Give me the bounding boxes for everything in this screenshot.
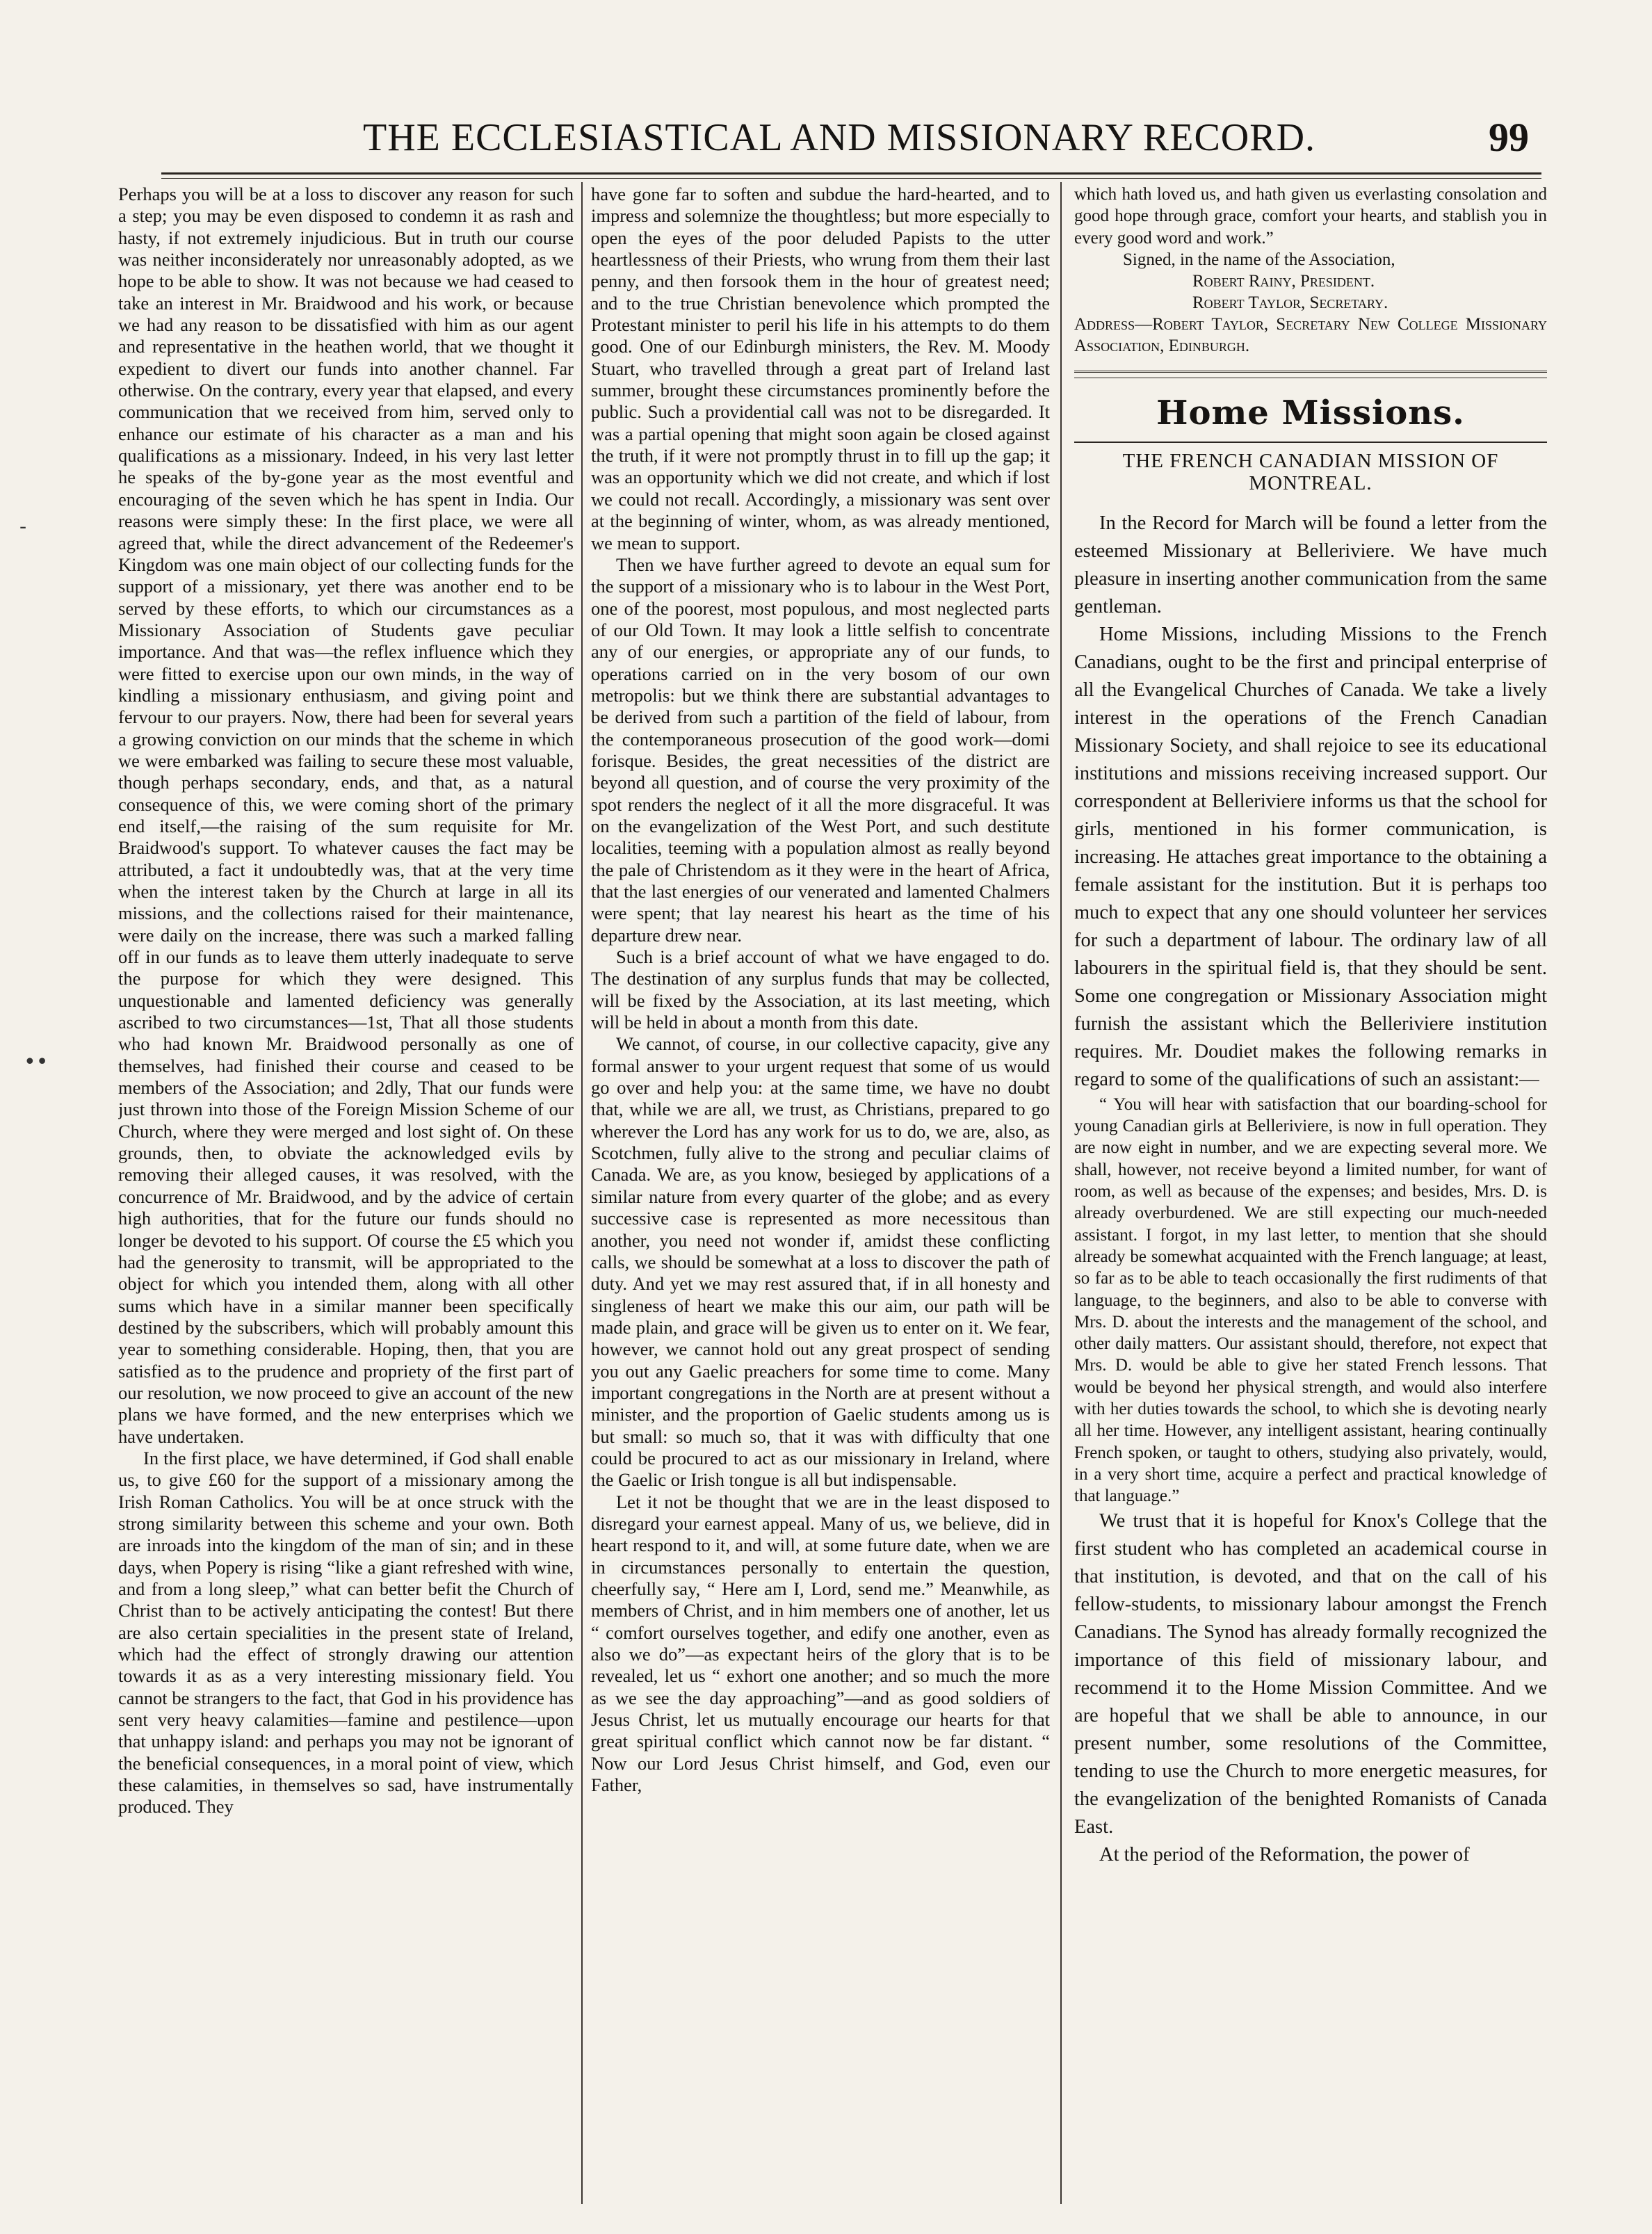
signature-president: Robert Rainy, President. (1192, 271, 1375, 291)
article-paragraph: Home Missions, including Missions to the French Canadians, ought to be the first and principal enterprise of all the Evangelical Churches of Canada. We take a lively interest in the operations of the French Canadian Missionary Society, and shall rejoice to see its educational institutions and missions receiving increased support. Our correspondent at Belleriviere informs us that the school for girls, mentioned in his former communication, is increasing. He attaches great importance to the obtaining a female assistant for the institution. But it is perhaps too much to expect that any one should volunteer her services for such a department of labour. The ordinary law of all labourers in the spiritual field is, that they should be sent. Some one congregation or Missionary Association might furnish the assistant which the Belleriviere institution requires. Mr. Doudiet makes the following remarks in regard to some of the qualifications of such an assistant:— (1074, 623, 1547, 1090)
article-paragraph: We trust that it is hopeful for Knox's College that the first student who has completed an academical course in that institution, is devoted, and that on the call of his fellow-students, to missionary labour amongst the French Canadians. The Synod has already formally recognized the importance of this field of missionary labour, and recommend it to the Home Mission Committee. And we are hopeful that we shall be able to announce, in our present number, some resolutions of the Committee, tending to use the Church to more energetic measures, for the evangelization of the benighted Romanists of Canada East. (1074, 1509, 1547, 1838)
column-2-paragraph: Such is a brief account of what we have engaged to do. The destination of any surplus funds that may be collected, will be fixed by the Association, at its last meeting, which will be held in about a month from this date. (591, 946, 1050, 1033)
journal-title: THE ECCLESIASTICAL AND MISSIONARY RECORD. (363, 116, 1316, 159)
page-number: 99 (1489, 115, 1529, 160)
column-divider-2 (1060, 182, 1062, 2204)
article-paragraph: At the period of the Reformation, the power of (1099, 1843, 1470, 1865)
quoted-letter: “ You will hear with satisfaction that our boarding-school for young Canadian girls at Belleriviere, is now in full operation. They are now eight in number, and we are expecting several more. We shall, however, not receive beyond a limited number, for want of room, as well as because of the expenses; and besides, Mrs. D. is already overburdened. We are still expecting our much-needed assistant. I forgot, in my last letter, to mention that she should already be somewhat acquainted with the French language; at least, so far as to be able to teach occasionally the first rudiments of that language, to the beginners, and also to be able to converse with Mrs. D. about the interests and the management of the school, and other daily matters. Our assistant should, therefore, not expect that Mrs. D. would be able to give her stated French lessons. That would be beyond her physical strength, and would also interfere with her duties towards the school, to which she is devoting nearly all her time. However, any intelligent assistant, hearing continually French spoken, or taught to others, studying also privately, would, in a very short time, acquire a perfect and practical knowledge of that language.” (1074, 1094, 1547, 1506)
column-2-paragraph: have gone far to soften and subdue the hard-hearted, and to impress and solemnize the thoughtless; but more especially to open the eyes of the poor deluded Papists to the utter heartlessness of their Priests, who wrung from them their last penny, and then forsook them in the hour of greatest need; and to the true Christian benevolence which prompted the Protestant minister to peril his life in his attempts to do them good. One of our Edinburgh ministers, the Rev. M. Moody Stuart, who travelled through a great part of Ireland last summer, brought these circumstances prominently before the public. Such a providential call was not to be disregarded. It was a partial opening that might soon again be closed against the truth, if it were not promptly thrust in to fill up the gap; it was an opportunity which we did not create, and which if lost we could not recall. Accordingly, a missionary was sent over at the beginning of winter, whom, as was already mentioned, we mean to support. (591, 184, 1050, 553)
column-divider-1 (581, 182, 583, 2204)
letter-closing: which hath loved us, and hath given us everlasting consolation and good hope through grace, comfort your hearts, and stablish you in every good word and work.” (1074, 185, 1547, 248)
article-subheading: THE FRENCH CANADIAN MISSION OF MONTREAL. (1122, 449, 1499, 494)
header-rule (161, 172, 1541, 175)
address-line: Address—Robert Taylor, Secretary New College Missionary Association, Edinburgh. (1074, 314, 1547, 355)
column-2 (591, 184, 1050, 2203)
header-rule-thin (161, 178, 1541, 179)
margin-mark: •• (24, 1050, 49, 1074)
column-1-paragraph: Perhaps you will be at a loss to discover any reason for such a step; you may be even disposed to condemn it as rash and hasty, if not extremely injudicious. But in truth our course was neither inconsiderately nor unreasonably adopted, as we hope to be able to show. It was not because we had ceased to take an interest in Mr. Braidwood and his work, or because we had any reason to be dissatisfied with him as our agent and representative in the heathen world, that we thought it expedient to divert our funds into another channel. Far otherwise. On the contrary, every year that elapsed, and every communication that we received from him, served only to enhance our estimate of his character as a man and his qualifications as a missionary. Indeed, in his very last letter he speaks of the by-gone year as the most eventful and encouraging of the seven which he has spent in India. Our reasons were simply these: In the first place, we were all agreed that, while the direct advancement of the Redeemer's Kingdom was one main object of our collecting funds for the support of a missionary, yet there was another end to be served by these efforts, to which our circumstances as a Missionary Association of Students gave peculiar importance. And that was—the reflex influence which they were fitted to exercise upon our own minds, in the way of kindling a missionary enthusiasm, and giving point and fervour to our prayers. Now, there had been for several years a growing conviction on our minds that the scheme in which we were embarked was failing to secure these most valuable, though perhaps secondary, ends, and that, as a natural consequence of this, we were coming short of the primary end itself,—the raising of the sum requisite for Mr. Braidwood's support. To whatever causes the fact may be attributed, a fact it undoubtedly was, that at the very time when the interest taken by the Church at large in all its missions, and the collections raised for their maintenance, were daily on the increase, there was such a marked falling off in our funds as to leave them utterly inadequate to serve the purpose for which they were designed. This unquestionable and lamented deficiency was generally ascribed to two circumstances—1st, That all those students who had known Mr. Braidwood personally as one of themselves, had finished their course and ceased to be members of the Association; and 2dly, That our funds were just thrown into those of the Foreign Mission Scheme of our Church, where they were merged and lost sight of. On these grounds, then, to obviate the acknowledged evils by removing their alleged causes, it was resolved, with the concurrence of Mr. Braidwood, and by the advice of certain high authorities, that for the future our funds should no longer be devoted to his support. Of course the £5 which you had the generosity to transmit, will be appropriated to the object for which you intended them, along with all other sums which have in a similar manner been specifically destined by the subscribers, which will probably amount this year to something considerable. Hoping, then, that you are satisfied as to the prudence and propriety of the first part of our resolution, we now proceed to give an account of the new plans we have formed, and the new enterprises which we have undertaken. (118, 184, 574, 1447)
section-ornament-rule (1074, 364, 1547, 387)
signature-secretary: Robert Taylor, Secretary. (1192, 293, 1388, 312)
running-header (161, 111, 1541, 167)
column-1 (118, 184, 574, 2203)
margin-mark: - (19, 515, 27, 539)
section-heading: Home Missions. (1156, 393, 1465, 432)
column-2-paragraph: We cannot, of course, in our collective capacity, give any formal answer to your urgent request that some of us would go over and help you: at the same time, we have no doubt that, while we are all, we trust, as Christians, prepared to go wherever the Lord has any work for us to do, we are, also, as Scotchmen, fully alive to the strong and peculiar claims of Canada. We are, as you know, besieged by applications of a similar nature from every quarter of the globe; and as every successive case is represented as more necessitous than another, you need not wonder if, amidst these conflicting calls, we should be somewhat at a loss to discover the path of duty. And yet we may rest assured that, if in all honesty and singleness of heart we make this our aim, our path will be made plain, and grace will be given us to enter on it. We fear, however, we cannot hold out any great prospect of sending you out any Gaelic preachers for some time to come. Many important congregations in the North are at present without a minister, and the proportion of Gaelic students among us is but small: so much so, that it was with difficulty that one could be procured to act as our missionary in Ireland, where the Gaelic or Irish tongue is all but indispensable. (591, 1033, 1050, 1491)
article-paragraph: In the Record for March will be found a letter from the esteemed Missionary at Belleriviere. We have much pleasure in inserting another communication from the same gentleman. (1074, 512, 1547, 617)
signature-line: Signed, in the name of the Association, (1123, 250, 1395, 269)
column-2-paragraph: Then we have further agreed to devote an equal sum for the support of a missionary who is to labour in the West Port, one of the poorest, most populous, and most neglected parts of our Old Town. It may look a little selfish to concentrate any of our energies, or appropriate any of our funds, to operations carried on in the very bosom of our own metropolis: but we think there are substantial advantages to be derived from such a partition of the field of labour, from the contemporaneous prosecution of the good work—domi forisque. Besides, the great necessities of the district are beyond all question, and of course the very proximity of the spot renders the neglect of it all the more disgraceful. It was on the evangelization of the West Port, and such destitute localities, teeming with a population almost as really beyond the pale of Christendom as it they were in the heart of Africa, that the last energies of our venerated and lamented Chalmers were spent; that lay nearest his heart as the time of his departure drew near. (591, 553, 1050, 946)
column-1-paragraph: In the first place, we have determined, if God shall enable us, to give £60 for the support of a missionary among the Irish Roman Catholics. You will be at once struck with the strong similarity between this scheme and your own. Both are inroads into the kingdom of the man of sin; and in these days, when Popery is rising “like a giant refreshed with wine, and from a long sleep,” what can better befit the Church of Christ than to be actively anticipating the contest! But there are also certain specialities in the present state of Ireland, which had the effect of strongly drawing our attention towards it as as a very interesting missionary field. You cannot be strangers to the fact, that God in his providence has sent very heavy calamities—famine and pestilence—upon that unhappy island: and perhaps you may not be ignorant of the beneficial consequences, in a moral point of view, which these calamities, in themselves so sad, have instrumentally produced. They (118, 1447, 574, 1818)
section-rule (1074, 442, 1547, 443)
column-3 (1074, 184, 1547, 2203)
column-2-paragraph: Let it not be thought that we are in the least disposed to disregard your earnest appeal. Many of us, we believe, did in heart respond to it, and will, at some future date, when we are in circumstances personally to entertain the question, cheerfully say, “ Here am I, Lord, send me.” Meanwhile, as members of Christ, and in him members one of another, let us “ comfort ourselves together, and edify one another, even as also we do”—as expectant heirs of the glory that is to be revealed, let us “ exhort one another; and so much the more as we see the day approaching”—and as good soldiers of Jesus Christ, let us mutually encourage our hearts for that great spiritual conflict which cannot now be far distant. “ Now our Lord Jesus Christ himself, and God, even our Father, (591, 1491, 1050, 1796)
